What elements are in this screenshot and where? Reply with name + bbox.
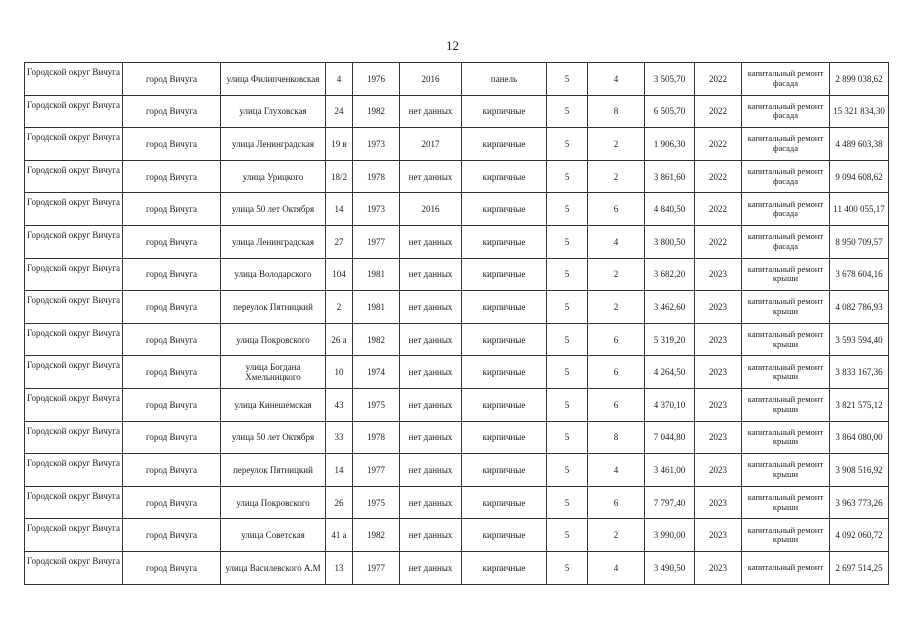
built-year-cell: 1977 bbox=[353, 225, 400, 258]
entrances-cell: 8 bbox=[588, 95, 645, 128]
street-cell: улица Ленинградская bbox=[221, 225, 326, 258]
wall-material-cell: кирпичные bbox=[462, 454, 547, 487]
district-cell: Городской округ Вичуга bbox=[25, 388, 123, 421]
house-number-cell: 26 а bbox=[326, 323, 353, 356]
wall-material-cell: кирпичные bbox=[462, 519, 547, 552]
repair-year-cell: нет данных bbox=[400, 225, 462, 258]
house-number-cell: 19 в bbox=[326, 128, 353, 161]
plan-year-cell: 2023 bbox=[695, 258, 742, 291]
repair-year-cell: 2017 bbox=[400, 128, 462, 161]
table-body bbox=[25, 63, 889, 585]
area-cell: 5 319,20 bbox=[645, 323, 695, 356]
floors-cell: 5 bbox=[547, 486, 588, 519]
repair-year-cell: нет данных bbox=[400, 323, 462, 356]
city-cell: город Вичуга bbox=[123, 323, 221, 356]
plan-year-cell: 2023 bbox=[695, 486, 742, 519]
floors-cell: 5 bbox=[547, 193, 588, 226]
street-cell: улица Ленинградская bbox=[221, 128, 326, 161]
page-number: 12 bbox=[446, 38, 459, 53]
work-type-cell: капитальный ремонт крыши bbox=[742, 421, 830, 454]
street-cell: улица Володарского bbox=[221, 258, 326, 291]
wall-material-cell: кирпичные bbox=[462, 551, 547, 584]
built-year-cell: 1981 bbox=[353, 291, 400, 324]
area-cell: 3 861,60 bbox=[645, 160, 695, 193]
area-cell: 3 990,00 bbox=[645, 519, 695, 552]
city-cell: город Вичуга bbox=[123, 63, 221, 96]
house-number-cell: 14 bbox=[326, 454, 353, 487]
work-type-cell: капитальный ремонт фасада bbox=[742, 193, 830, 226]
table-row bbox=[25, 258, 889, 291]
table-row bbox=[25, 323, 889, 356]
table-row bbox=[25, 421, 889, 454]
district-cell: Городской округ Вичуга bbox=[25, 551, 123, 584]
cost-cell: 8 950 709,57 bbox=[830, 225, 889, 258]
house-number-cell: 10 bbox=[326, 356, 353, 389]
area-cell: 3 490,50 bbox=[645, 551, 695, 584]
work-type-cell: капитальный ремонт крыши bbox=[742, 356, 830, 389]
street-cell: улица Урицкого bbox=[221, 160, 326, 193]
cost-cell: 2 697 514,25 bbox=[830, 551, 889, 584]
table-row bbox=[25, 551, 889, 584]
house-number-cell: 4 bbox=[326, 63, 353, 96]
cost-cell: 11 400 055,17 bbox=[830, 193, 889, 226]
entrances-cell: 6 bbox=[588, 356, 645, 389]
plan-year-cell: 2023 bbox=[695, 421, 742, 454]
plan-year-cell: 2023 bbox=[695, 291, 742, 324]
wall-material-cell: кирпичные bbox=[462, 95, 547, 128]
street-cell: улица 50 лет Октября bbox=[221, 421, 326, 454]
floors-cell: 5 bbox=[547, 160, 588, 193]
wall-material-cell: кирпичные bbox=[462, 388, 547, 421]
street-cell: улица Филипченковская bbox=[221, 63, 326, 96]
plan-year-cell: 2022 bbox=[695, 160, 742, 193]
built-year-cell: 1981 bbox=[353, 258, 400, 291]
work-type-cell: капитальный ремонт крыши bbox=[742, 486, 830, 519]
work-type-cell: капитальный ремонт bbox=[742, 551, 830, 584]
wall-material-cell: кирпичные bbox=[462, 323, 547, 356]
floors-cell: 5 bbox=[547, 421, 588, 454]
area-cell: 3 462,60 bbox=[645, 291, 695, 324]
area-cell: 4 840,50 bbox=[645, 193, 695, 226]
cost-cell: 3 821 575,12 bbox=[830, 388, 889, 421]
entrances-cell: 4 bbox=[588, 63, 645, 96]
plan-year-cell: 2022 bbox=[695, 128, 742, 161]
street-cell: улица Богдана Хмельницкого bbox=[221, 356, 326, 389]
work-type-cell: капитальный ремонт крыши bbox=[742, 454, 830, 487]
table-row bbox=[25, 95, 889, 128]
table-row bbox=[25, 519, 889, 552]
built-year-cell: 1978 bbox=[353, 421, 400, 454]
area-cell: 6 505,70 bbox=[645, 95, 695, 128]
built-year-cell: 1975 bbox=[353, 388, 400, 421]
district-cell: Городской округ Вичуга bbox=[25, 454, 123, 487]
city-cell: город Вичуга bbox=[123, 258, 221, 291]
cost-cell: 15 321 834,30 bbox=[830, 95, 889, 128]
repair-year-cell: нет данных bbox=[400, 160, 462, 193]
cost-cell: 4 489 603,38 bbox=[830, 128, 889, 161]
work-type-cell: капитальный ремонт фасада bbox=[742, 128, 830, 161]
district-cell: Городской округ Вичуга bbox=[25, 95, 123, 128]
table-row bbox=[25, 225, 889, 258]
street-cell: переулок Пятницкий bbox=[221, 291, 326, 324]
area-cell: 7 044,80 bbox=[645, 421, 695, 454]
built-year-cell: 1975 bbox=[353, 486, 400, 519]
floors-cell: 5 bbox=[547, 323, 588, 356]
entrances-cell: 2 bbox=[588, 160, 645, 193]
city-cell: город Вичуга bbox=[123, 193, 221, 226]
entrances-cell: 2 bbox=[588, 291, 645, 324]
repair-year-cell: нет данных bbox=[400, 95, 462, 128]
entrances-cell: 4 bbox=[588, 454, 645, 487]
city-cell: город Вичуга bbox=[123, 551, 221, 584]
wall-material-cell: кирпичные bbox=[462, 486, 547, 519]
plan-year-cell: 2023 bbox=[695, 323, 742, 356]
district-cell: Городской округ Вичуга bbox=[25, 356, 123, 389]
district-cell: Городской округ Вичуга bbox=[25, 258, 123, 291]
table-row bbox=[25, 356, 889, 389]
floors-cell: 5 bbox=[547, 258, 588, 291]
table-row bbox=[25, 291, 889, 324]
table-row bbox=[25, 454, 889, 487]
built-year-cell: 1976 bbox=[353, 63, 400, 96]
city-cell: город Вичуга bbox=[123, 454, 221, 487]
cost-cell: 3 864 080,00 bbox=[830, 421, 889, 454]
house-number-cell: 14 bbox=[326, 193, 353, 226]
repair-year-cell: 2016 bbox=[400, 63, 462, 96]
plan-year-cell: 2022 bbox=[695, 95, 742, 128]
district-cell: Городской округ Вичуга bbox=[25, 291, 123, 324]
street-cell: улица Советская bbox=[221, 519, 326, 552]
table-row bbox=[25, 160, 889, 193]
floors-cell: 5 bbox=[547, 388, 588, 421]
house-number-cell: 104 bbox=[326, 258, 353, 291]
table-row bbox=[25, 63, 889, 96]
table-row bbox=[25, 193, 889, 226]
area-cell: 3 461,00 bbox=[645, 454, 695, 487]
wall-material-cell: панель bbox=[462, 63, 547, 96]
entrances-cell: 6 bbox=[588, 323, 645, 356]
city-cell: город Вичуга bbox=[123, 291, 221, 324]
floors-cell: 5 bbox=[547, 454, 588, 487]
built-year-cell: 1973 bbox=[353, 193, 400, 226]
wall-material-cell: кирпичные bbox=[462, 421, 547, 454]
table-row bbox=[25, 128, 889, 161]
work-type-cell: капитальный ремонт крыши bbox=[742, 291, 830, 324]
table-row bbox=[25, 486, 889, 519]
street-cell: улица Глуховская bbox=[221, 95, 326, 128]
cost-cell: 9 094 608,62 bbox=[830, 160, 889, 193]
entrances-cell: 2 bbox=[588, 519, 645, 552]
wall-material-cell: кирпичные bbox=[462, 225, 547, 258]
street-cell: улица Кинешемская bbox=[221, 388, 326, 421]
plan-year-cell: 2023 bbox=[695, 388, 742, 421]
work-type-cell: капитальный ремонт фасада bbox=[742, 63, 830, 96]
district-cell: Городской округ Вичуга bbox=[25, 519, 123, 552]
repair-year-cell: нет данных bbox=[400, 388, 462, 421]
city-cell: город Вичуга bbox=[123, 160, 221, 193]
built-year-cell: 1982 bbox=[353, 519, 400, 552]
floors-cell: 5 bbox=[547, 63, 588, 96]
house-number-cell: 43 bbox=[326, 388, 353, 421]
district-cell: Городской округ Вичуга bbox=[25, 160, 123, 193]
entrances-cell: 6 bbox=[588, 486, 645, 519]
cost-cell: 3 833 167,36 bbox=[830, 356, 889, 389]
wall-material-cell: кирпичные bbox=[462, 258, 547, 291]
floors-cell: 5 bbox=[547, 225, 588, 258]
built-year-cell: 1973 bbox=[353, 128, 400, 161]
repair-year-cell: нет данных bbox=[400, 454, 462, 487]
street-cell: улица 50 лет Октября bbox=[221, 193, 326, 226]
cost-cell: 3 593 594,40 bbox=[830, 323, 889, 356]
district-cell: Городской округ Вичуга bbox=[25, 193, 123, 226]
work-type-cell: капитальный ремонт фасада bbox=[742, 160, 830, 193]
entrances-cell: 4 bbox=[588, 225, 645, 258]
work-type-cell: капитальный ремонт крыши bbox=[742, 388, 830, 421]
house-number-cell: 33 bbox=[326, 421, 353, 454]
repair-year-cell: нет данных bbox=[400, 356, 462, 389]
street-cell: улица Василевского А.М bbox=[221, 551, 326, 584]
built-year-cell: 1982 bbox=[353, 95, 400, 128]
cost-cell: 3 908 516,92 bbox=[830, 454, 889, 487]
entrances-cell: 8 bbox=[588, 421, 645, 454]
city-cell: город Вичуга bbox=[123, 519, 221, 552]
city-cell: город Вичуга bbox=[123, 128, 221, 161]
plan-year-cell: 2023 bbox=[695, 519, 742, 552]
district-cell: Городской округ Вичуга bbox=[25, 225, 123, 258]
work-type-cell: капитальный ремонт фасада bbox=[742, 225, 830, 258]
city-cell: город Вичуга bbox=[123, 95, 221, 128]
house-number-cell: 41 а bbox=[326, 519, 353, 552]
repair-year-cell: нет данных bbox=[400, 421, 462, 454]
cost-cell: 3 678 604,16 bbox=[830, 258, 889, 291]
city-cell: город Вичуга bbox=[123, 356, 221, 389]
wall-material-cell: кирпичные bbox=[462, 356, 547, 389]
cost-cell: 2 899 038,62 bbox=[830, 63, 889, 96]
entrances-cell: 6 bbox=[588, 388, 645, 421]
repair-year-cell: нет данных bbox=[400, 551, 462, 584]
built-year-cell: 1977 bbox=[353, 551, 400, 584]
house-number-cell: 26 bbox=[326, 486, 353, 519]
entrances-cell: 2 bbox=[588, 128, 645, 161]
district-cell: Городской округ Вичуга bbox=[25, 323, 123, 356]
city-cell: город Вичуга bbox=[123, 225, 221, 258]
built-year-cell: 1977 bbox=[353, 454, 400, 487]
repair-year-cell: нет данных bbox=[400, 519, 462, 552]
street-cell: переулок Пятницкий bbox=[221, 454, 326, 487]
repair-year-cell: нет данных bbox=[400, 291, 462, 324]
district-cell: Городской округ Вичуга bbox=[25, 421, 123, 454]
work-type-cell: капитальный ремонт крыши bbox=[742, 519, 830, 552]
repair-year-cell: 2016 bbox=[400, 193, 462, 226]
district-cell: Городской округ Вичуга bbox=[25, 63, 123, 96]
plan-year-cell: 2022 bbox=[695, 225, 742, 258]
street-cell: улица Покровского bbox=[221, 486, 326, 519]
entrances-cell: 4 bbox=[588, 551, 645, 584]
street-cell: улица Покровского bbox=[221, 323, 326, 356]
built-year-cell: 1982 bbox=[353, 323, 400, 356]
floors-cell: 5 bbox=[547, 551, 588, 584]
wall-material-cell: кирпичные bbox=[462, 128, 547, 161]
area-cell: 4 264,50 bbox=[645, 356, 695, 389]
entrances-cell: 6 bbox=[588, 193, 645, 226]
built-year-cell: 1978 bbox=[353, 160, 400, 193]
wall-material-cell: кирпичные bbox=[462, 160, 547, 193]
work-type-cell: капитальный ремонт крыши bbox=[742, 323, 830, 356]
floors-cell: 5 bbox=[547, 95, 588, 128]
repair-year-cell: нет данных bbox=[400, 258, 462, 291]
work-type-cell: капитальный ремонт фасада bbox=[742, 95, 830, 128]
area-cell: 3 682,20 bbox=[645, 258, 695, 291]
city-cell: город Вичуга bbox=[123, 421, 221, 454]
plan-year-cell: 2023 bbox=[695, 551, 742, 584]
area-cell: 3 505,70 bbox=[645, 63, 695, 96]
cost-cell: 4 092 060,72 bbox=[830, 519, 889, 552]
cost-cell: 3 963 773,26 bbox=[830, 486, 889, 519]
floors-cell: 5 bbox=[547, 356, 588, 389]
area-cell: 4 370,10 bbox=[645, 388, 695, 421]
plan-year-cell: 2022 bbox=[695, 193, 742, 226]
house-number-cell: 27 bbox=[326, 225, 353, 258]
district-cell: Городской округ Вичуга bbox=[25, 128, 123, 161]
table-row bbox=[25, 388, 889, 421]
city-cell: город Вичуга bbox=[123, 486, 221, 519]
floors-cell: 5 bbox=[547, 128, 588, 161]
area-cell: 3 800,50 bbox=[645, 225, 695, 258]
plan-year-cell: 2022 bbox=[695, 63, 742, 96]
built-year-cell: 1974 bbox=[353, 356, 400, 389]
work-type-cell: капитальный ремонт крыши bbox=[742, 258, 830, 291]
entrances-cell: 2 bbox=[588, 258, 645, 291]
area-cell: 7 797,40 bbox=[645, 486, 695, 519]
repair-year-cell: нет данных bbox=[400, 486, 462, 519]
house-number-cell: 2 bbox=[326, 291, 353, 324]
housing-repair-table bbox=[24, 62, 889, 585]
cost-cell: 4 082 786,93 bbox=[830, 291, 889, 324]
house-number-cell: 24 bbox=[326, 95, 353, 128]
house-number-cell: 13 bbox=[326, 551, 353, 584]
house-number-cell: 18/2 bbox=[326, 160, 353, 193]
plan-year-cell: 2023 bbox=[695, 454, 742, 487]
wall-material-cell: кирпичные bbox=[462, 193, 547, 226]
wall-material-cell: кирпичные bbox=[462, 291, 547, 324]
floors-cell: 5 bbox=[547, 291, 588, 324]
city-cell: город Вичуга bbox=[123, 388, 221, 421]
plan-year-cell: 2023 bbox=[695, 356, 742, 389]
area-cell: 1 906,30 bbox=[645, 128, 695, 161]
floors-cell: 5 bbox=[547, 519, 588, 552]
district-cell: Городской округ Вичуга bbox=[25, 486, 123, 519]
